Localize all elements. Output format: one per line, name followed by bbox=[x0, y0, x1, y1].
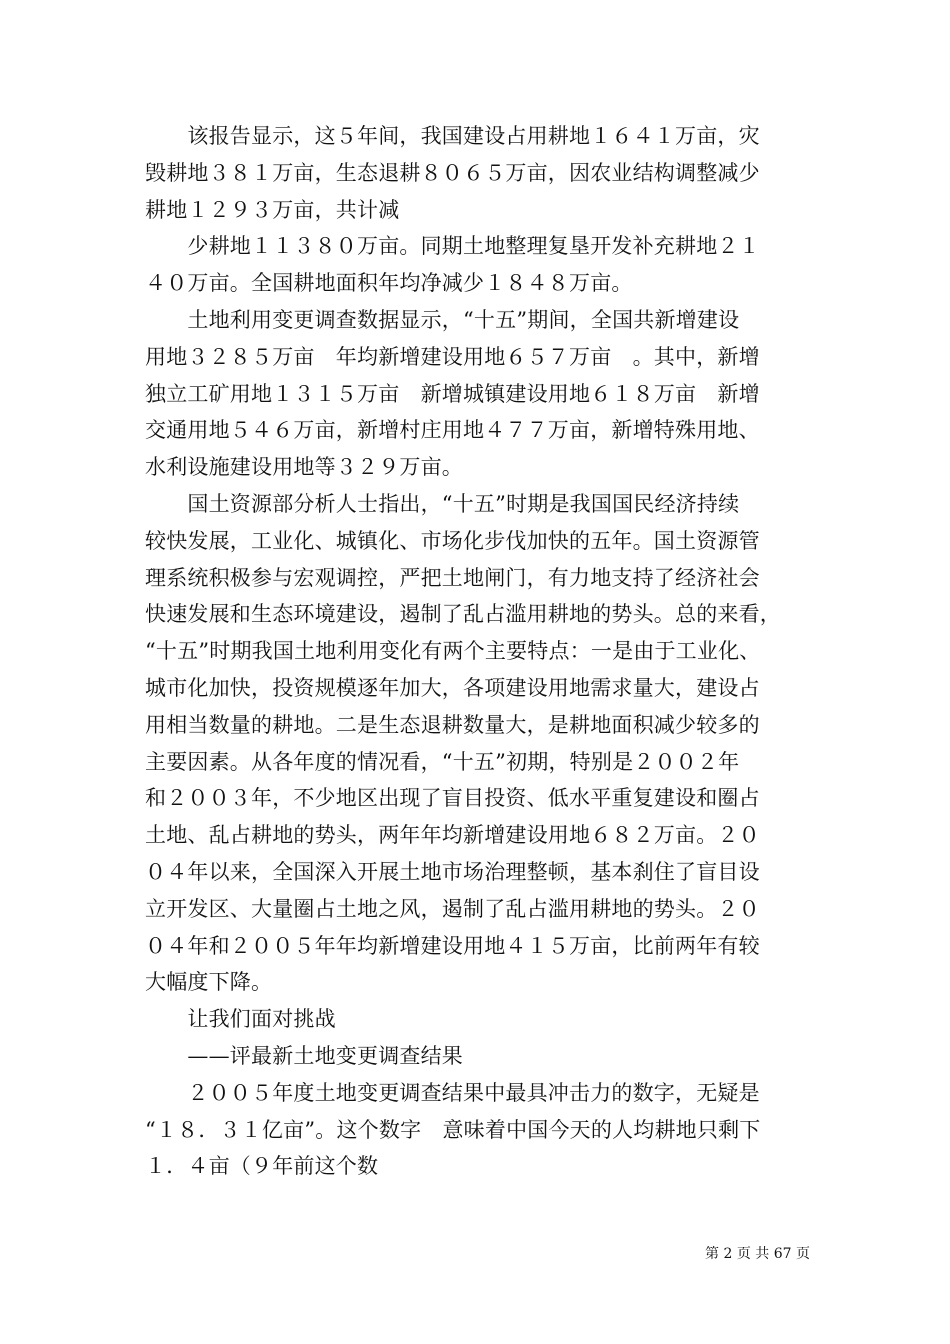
text-line: ０４年以来，全国深入开展土地市场治理整顿，基本刹住了盲目设 bbox=[145, 859, 760, 884]
text-line: 毁耕地３８１万亩，生态退耕８０６５万亩，因农业结构调整减少 bbox=[145, 160, 760, 185]
text-line: “十五”时期我国土地利用变化有两个主要特点：一是由于工业化、 bbox=[145, 639, 761, 664]
text-line: 快速发展和生态环境建设，遏制了乱占滥用耕地的势头。总的来看， bbox=[145, 602, 781, 627]
text-line: 用地３２８５万亩 年均新增建设用地６５７万亩 。其中，新增 bbox=[145, 344, 760, 369]
text-line: 国土资源部分析人士指出，“十五”时期是我国国民经济持续 bbox=[145, 491, 740, 516]
page-number-footer: 第 2 页 共 67 页 bbox=[705, 1246, 810, 1262]
text-line: 耕地１２９３万亩，共计减 bbox=[145, 197, 400, 222]
text-line: 大幅度下降。 bbox=[145, 970, 273, 995]
text-line: 少耕地１１３８０万亩。同期土地整理复垦开发补充耕地２１ bbox=[145, 234, 760, 259]
text-line: 土地、乱占耕地的势头，两年年均新增建设用地６８２万亩。２０ bbox=[145, 823, 760, 848]
text-line: ４０万亩。全国耕地面积年均净减少１８４８万亩。 bbox=[145, 271, 633, 296]
text-line: 水利设施建设用地等３２９万亩。 bbox=[145, 455, 463, 480]
section-heading: 让我们面对挑战 bbox=[145, 1007, 336, 1032]
text-line: ２００５年度土地变更调查结果中最具冲击力的数字，无疑是 bbox=[145, 1080, 760, 1105]
text-line: 用相当数量的耕地。二是生态退耕数量大，是耕地面积减少较多的 bbox=[145, 712, 760, 737]
section-subheading: ——评最新土地变更调查结果 bbox=[145, 1043, 463, 1068]
text-line: 交通用地５４６万亩，新增村庄用地４７７万亩，新增特殊用地、 bbox=[145, 418, 760, 443]
text-line: 主要因素。从各年度的情况看，“十五”初期，特别是２００２年 bbox=[145, 749, 740, 774]
text-line: 和２００３年，不少地区出现了盲目投资、低水平重复建设和圈占 bbox=[145, 786, 760, 811]
text-line: 土地利用变更调查数据显示，“十五”期间，全国共新增建设 bbox=[145, 307, 740, 332]
text-line: 独立工矿用地１３１５万亩 新增城镇建设用地６１８万亩 新增 bbox=[145, 381, 760, 406]
text-line: 理系统积极参与宏观调控，严把土地闸门，有力地支持了经济社会 bbox=[145, 565, 760, 590]
text-line: １．４亩（９年前这个数 bbox=[145, 1154, 379, 1179]
text-line: 该报告显示，这５年间，我国建设占用耕地１６４１万亩，灾 bbox=[145, 124, 760, 148]
text-line: ０４年和２００５年年均新增建设用地４１５万亩，比前两年有较 bbox=[145, 933, 760, 958]
text-line: 城市化加快，投资规模逐年加大，各项建设用地需求量大，建设占 bbox=[145, 675, 760, 700]
text-line: 立开发区、大量圈占土地之风，遏制了乱占滥用耕地的势头。２０ bbox=[145, 896, 760, 921]
text-line: “１８．３１亿亩”。这个数字 意味着中国今天的人均耕地只剩下 bbox=[145, 1117, 761, 1142]
document-body bbox=[145, 118, 810, 1185]
text-line: 较快发展，工业化、城镇化、市场化步伐加快的五年。国土资源管 bbox=[145, 528, 760, 553]
